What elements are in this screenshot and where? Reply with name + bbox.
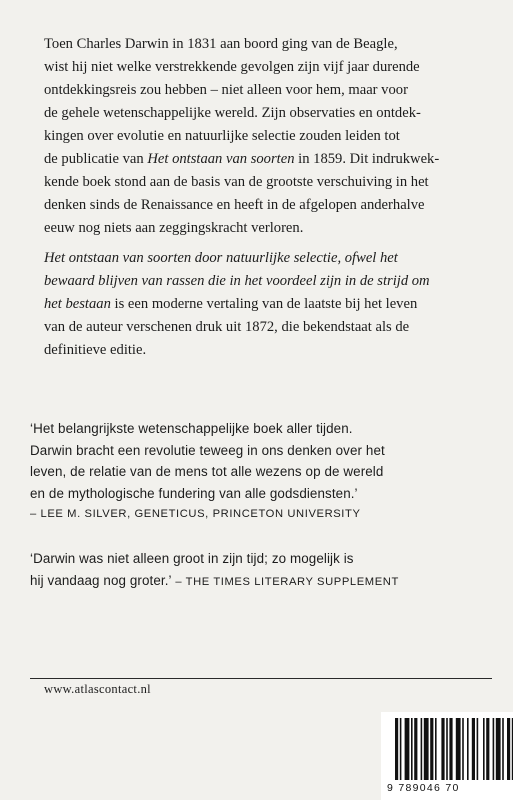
isbn-barcode [381, 712, 513, 800]
barcode-bar [414, 718, 417, 780]
barcode-bar [483, 718, 485, 780]
barcode-bar [462, 718, 464, 780]
barcode-bars [381, 712, 513, 782]
barcode-bar [486, 718, 489, 780]
barcode-bar [472, 718, 475, 780]
barcode-bar [493, 718, 495, 780]
description-line: het bestaan is een moderne vertaling van de laatste bij het leven [44, 296, 418, 312]
quote-line: en de mythologische fundering van alle godsdiensten.’ [30, 485, 358, 501]
quote-line: ‘Het belangrijkste wetenschappelijke boek aller tijden. [30, 421, 353, 436]
barcode-bar [400, 718, 402, 780]
intro-line: wist hij niet welke verstrekkende gevolgen zijn vijf jaar durende [44, 59, 420, 75]
barcode-bar [477, 718, 479, 780]
barcode-bar [456, 718, 461, 780]
barcode-bar [496, 718, 501, 780]
intro-paragraph [44, 33, 474, 240]
description-line: Het ontstaan van soorten door natuurlijke selectie, ofwel het [44, 250, 398, 266]
quote-line: hij vandaag nog groter.’ – THE TIMES LITERARY SUPPLEMENT [30, 572, 399, 588]
book-title-italic: Het ontstaan van soorten [147, 151, 295, 167]
intro-line: eeuw nog niets aan zeggingskracht verloren. [44, 220, 304, 236]
publisher-website[interactable]: www.atlascontact.nl [44, 682, 151, 696]
intro-line: kende boek stond aan de basis van de grootste verschuiving in het [44, 174, 429, 190]
barcode-bar [411, 718, 413, 780]
intro-line: de publicatie van Het ontstaan van soorten in 1859. Dit indrukwek- [44, 151, 440, 167]
intro-line: denken sinds de Renaissance en heeft in de afgelopen anderhalve [44, 197, 425, 213]
barcode-bar [467, 718, 469, 780]
review-quote-silver [30, 418, 490, 526]
intro-line: ontdekkingsreis zou hebben – niet alleen voor hem, maar voor [44, 82, 408, 98]
barcode-bar [395, 718, 398, 780]
barcode-bar [502, 718, 504, 780]
barcode-digits: 9 789046 70 [387, 782, 460, 794]
barcode-bar [424, 718, 429, 780]
barcode-bar [421, 718, 423, 780]
barcode-bar [435, 718, 437, 780]
description-line: bewaard blijven van rassen die in het voordeel zijn in de strijd om [44, 273, 430, 289]
barcode-bar [446, 718, 448, 780]
quote-line: Darwin bracht een revolutie teweeg in ons denken over het [30, 442, 385, 458]
barcode-bar [507, 718, 510, 780]
footer-divider [30, 678, 492, 679]
quote-attribution: – LEE M. SILVER, GENETICUS, PRINCETON UNIVERSITY [30, 508, 361, 520]
barcode-bar [441, 718, 444, 780]
quote-line: ‘Darwin was niet alleen groot in zijn tijd; zo mogelijk is [30, 551, 354, 566]
intro-line: de gehele wetenschappelijke wereld. Zijn observaties en ontdek- [44, 105, 421, 121]
description-line: definitieve editie. [44, 342, 147, 358]
barcode-bar [430, 718, 433, 780]
intro-line: kingen over evolutie en natuurlijke selectie zouden leiden tot [44, 128, 400, 144]
quote-attribution: – THE TIMES LITERARY SUPPLEMENT [171, 575, 399, 588]
description-paragraph [44, 247, 474, 362]
quote-line: leven, de relatie van de mens tot alle wezens op de wereld [30, 464, 384, 479]
intro-line: Toen Charles Darwin in 1831 aan boord ging van de Beagle, [44, 36, 398, 52]
barcode-bar [449, 718, 452, 780]
description-line: van de auteur verschenen druk uit 1872, die bekendstaat als de [44, 319, 410, 335]
review-quote-tls [30, 548, 490, 593]
barcode-bar [405, 718, 410, 780]
